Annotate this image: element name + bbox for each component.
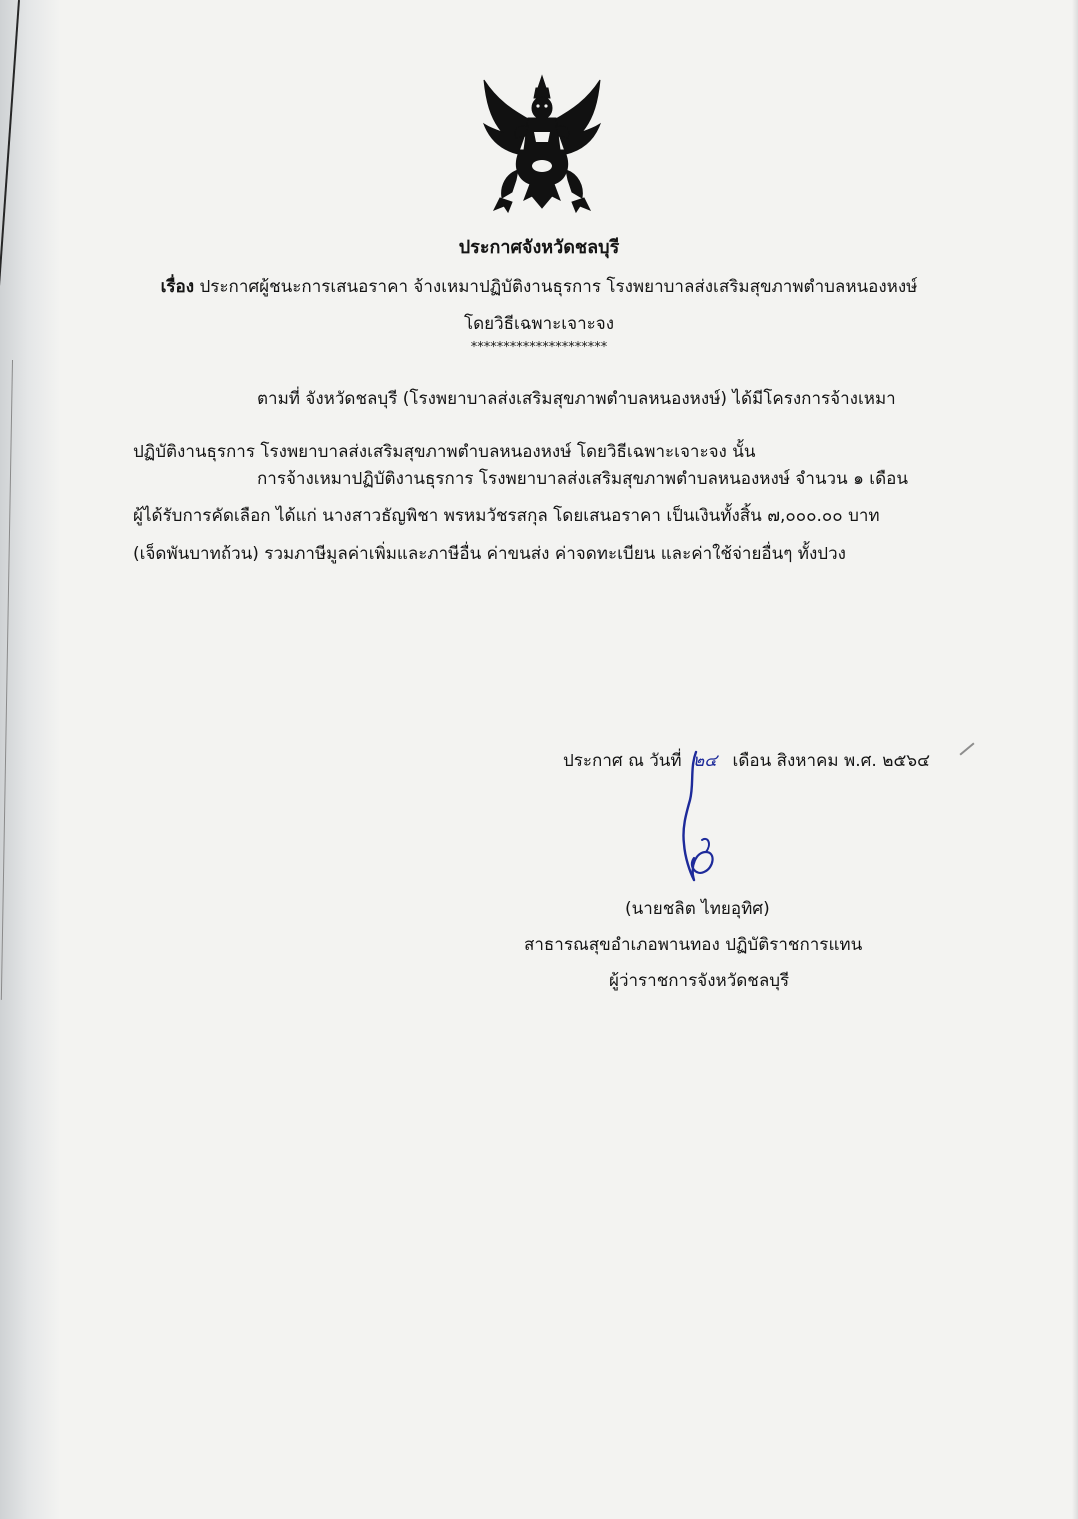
paragraph-2-line-2: ผู้ได้รับการคัดเลือก ได้แก่ นางสาวธัญพิชา พรหมวัชรสกุล โดยเสนอราคา เป็นเงินทั้งสิ้น ๗,๐๐๐.๐๐ บาท <box>133 506 880 526</box>
paragraph-1-line-1: ตามที่ จังหวัดชลบุรี (โรงพยาบาลส่งเสริมสุขภาพตำบลหนองหงษ์) ได้มีโครงการจ้างเหมา <box>257 389 896 409</box>
right-page-edge <box>1072 0 1078 1519</box>
page-edge-shadow <box>0 0 60 1519</box>
pen-mark <box>959 742 974 755</box>
signer-position-1: สาธารณสุขอำเภอพานทอง ปฏิบัติราชการแทน <box>524 935 863 955</box>
announcement-date <box>563 747 930 774</box>
paragraph-1-line-2: ปฏิบัติงานธุรการ โรงพยาบาลส่งเสริมสุขภาพตำบลหนองหงษ์ โดยวิธีเฉพาะเจาะจง นั้น <box>133 442 756 462</box>
subject-label: เรื่อง <box>160 277 195 297</box>
subject-line-2: โดยวิธีเฉพาะเจาะจง <box>463 314 615 334</box>
date-suffix: เดือน สิงหาคม พ.ศ. ๒๕๖๔ <box>732 751 930 771</box>
signer-position-2: ผู้ว่าราชการจังหวัดชลบุรี <box>609 971 790 991</box>
separator: ********************* <box>470 340 608 355</box>
signature-icon <box>660 748 740 898</box>
paragraph-2-line-3: (เจ็ดพันบาทถ้วน) รวมภาษีมูลค่าเพิ่มและภาษีอื่น ค่าขนส่ง ค่าจดทะเบียน และค่าใช้จ่ายอื่นๆ ทั้งปวง <box>133 544 846 564</box>
signer-name: (นายชลิต ไทยอุทิศ) <box>625 899 770 919</box>
subject-line <box>0 273 1078 300</box>
date-prefix: ประกาศ ณ วันที่ <box>563 751 682 771</box>
garuda-emblem-icon <box>472 70 612 220</box>
paragraph-2-line-1: การจ้างเหมาปฏิบัติงานธุรการ โรงพยาบาลส่งเสริมสุขภาพตำบลหนองหงษ์ จำนวน ๑ เดือน <box>257 469 908 489</box>
document-title: ประกาศจังหวัดชลบุรี <box>458 237 620 258</box>
subject-text: ประกาศผู้ชนะการเสนอราคา จ้างเหมาปฏิบัติงานธุรการ โรงพยาบาลส่งเสริมสุขภาพตำบลหนองหงษ์ <box>199 277 918 297</box>
date-day-handwritten: ๒๔ <box>693 751 718 771</box>
